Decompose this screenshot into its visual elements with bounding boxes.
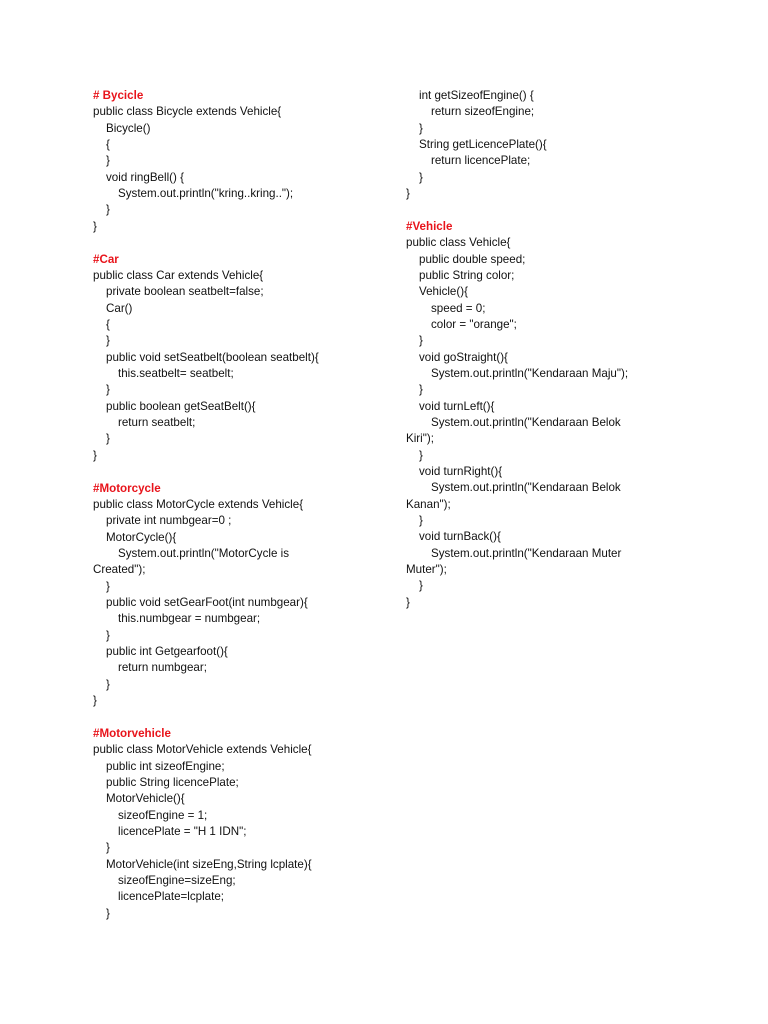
code-line: speed = 0; bbox=[431, 301, 486, 315]
code-line: MotorVehicle(int sizeEng,String lcplate){ bbox=[106, 857, 312, 871]
code-section-vehicle bbox=[406, 219, 676, 611]
code-line: public String color; bbox=[419, 268, 515, 282]
code-line: public class Bicycle extends Vehicle{ bbox=[93, 105, 282, 119]
code-line: } bbox=[419, 514, 423, 528]
code-line: licencePlate=lcplate; bbox=[118, 890, 225, 904]
section-heading: # Bycicle bbox=[93, 89, 144, 102]
code-line: public class MotorCycle extends Vehicle{ bbox=[93, 497, 304, 511]
code-line: } bbox=[419, 170, 423, 184]
section-heading: #Motorcycle bbox=[93, 481, 161, 495]
code-line: System.out.println("Kendaraan Muter bbox=[431, 546, 622, 560]
code-line: int getSizeofEngine() { bbox=[419, 89, 534, 102]
code-line: MotorVehicle(){ bbox=[106, 792, 185, 806]
code-line: } bbox=[93, 448, 97, 462]
code-line: color = "orange"; bbox=[431, 317, 517, 331]
code-line: public int sizeofEngine; bbox=[106, 759, 225, 773]
code-section-continued bbox=[406, 88, 676, 202]
code-section-bycicle bbox=[93, 88, 393, 235]
code-line: { bbox=[106, 138, 110, 152]
code-line: } bbox=[419, 121, 423, 135]
code-line: System.out.println("MotorCycle is bbox=[118, 546, 289, 560]
code-line: MotorCycle(){ bbox=[106, 530, 177, 544]
section-heading: #Motorvehicle bbox=[93, 726, 171, 740]
code-line: sizeofEngine=sizeEng; bbox=[118, 873, 236, 887]
code-line: } bbox=[106, 334, 110, 348]
code-line: public String licencePlate; bbox=[106, 775, 239, 789]
code-line: Created"); bbox=[93, 563, 146, 577]
code-line: sizeofEngine = 1; bbox=[118, 808, 208, 822]
code-section-motorvehicle bbox=[93, 726, 393, 922]
code-line: void goStraight(){ bbox=[419, 350, 508, 364]
code-line: Kiri"); bbox=[406, 432, 434, 446]
code-line: return licencePlate; bbox=[431, 154, 531, 168]
code-line: } bbox=[93, 219, 97, 233]
code-line: private boolean seatbelt=false; bbox=[106, 285, 264, 299]
code-line: public void setGearFoot(int numbgear){ bbox=[106, 595, 308, 609]
code-line: Bicycle() bbox=[106, 121, 151, 135]
code-section-motorcycle bbox=[93, 481, 393, 710]
code-line: void turnRight(){ bbox=[419, 465, 503, 479]
code-line: } bbox=[419, 334, 423, 348]
code-line: public int Getgearfoot(){ bbox=[106, 645, 228, 658]
code-line: } bbox=[106, 579, 110, 593]
code-line: Kanan"); bbox=[406, 497, 451, 511]
code-line: this.seatbelt= seatbelt; bbox=[118, 367, 234, 380]
code-line: } bbox=[406, 187, 410, 201]
code-line: } bbox=[106, 432, 110, 446]
code-line: } bbox=[419, 383, 423, 397]
code-line: String getLicencePlate(){ bbox=[419, 138, 547, 152]
right-code-column bbox=[406, 88, 676, 628]
code-line: System.out.println("Kendaraan Maju"); bbox=[431, 367, 629, 380]
code-line: public double speed; bbox=[419, 252, 526, 266]
code-line: } bbox=[93, 694, 97, 708]
code-line: } bbox=[106, 203, 110, 217]
code-line: } bbox=[106, 841, 110, 855]
code-section-car bbox=[93, 252, 393, 464]
code-line: } bbox=[106, 677, 110, 691]
code-line: public boolean getSeatBelt(){ bbox=[106, 399, 256, 413]
code-line: } bbox=[419, 579, 423, 593]
code-line: Vehicle(){ bbox=[419, 285, 468, 299]
code-line: Muter"); bbox=[406, 563, 447, 577]
code-line: System.out.println("Kendaraan Belok bbox=[431, 481, 621, 495]
left-code-column bbox=[93, 88, 393, 939]
code-line: } bbox=[106, 154, 110, 168]
code-line: return seatbelt; bbox=[118, 416, 196, 430]
section-heading: #Car bbox=[93, 252, 119, 266]
code-line: this.numbgear = numbgear; bbox=[118, 612, 261, 626]
code-line: public class Car extends Vehicle{ bbox=[93, 268, 264, 282]
code-line: void turnLeft(){ bbox=[419, 399, 495, 413]
code-line: void turnBack(){ bbox=[419, 530, 501, 544]
code-line: System.out.println("Kendaraan Belok bbox=[431, 416, 621, 430]
code-line: Car() bbox=[106, 301, 133, 315]
code-line: } bbox=[106, 906, 110, 920]
code-line: void ringBell() { bbox=[106, 170, 184, 184]
code-line: } bbox=[419, 448, 423, 462]
code-line: } bbox=[106, 628, 110, 642]
code-line: return numbgear; bbox=[118, 661, 207, 675]
code-line: { bbox=[106, 317, 110, 331]
code-line: public void setSeatbelt(boolean seatbelt){ bbox=[106, 350, 319, 364]
code-line: public class Vehicle{ bbox=[406, 236, 511, 250]
code-line: } bbox=[406, 595, 410, 609]
code-line: return sizeofEngine; bbox=[431, 105, 535, 119]
code-line: licencePlate = "H 1 IDN"; bbox=[118, 824, 247, 838]
code-line: private int numbgear=0 ; bbox=[106, 514, 232, 528]
code-line: System.out.println("kring..kring.."); bbox=[118, 187, 294, 201]
code-line: } bbox=[106, 383, 110, 397]
section-heading: #Vehicle bbox=[406, 219, 453, 233]
code-line: public class MotorVehicle extends Vehicle{ bbox=[93, 743, 312, 757]
